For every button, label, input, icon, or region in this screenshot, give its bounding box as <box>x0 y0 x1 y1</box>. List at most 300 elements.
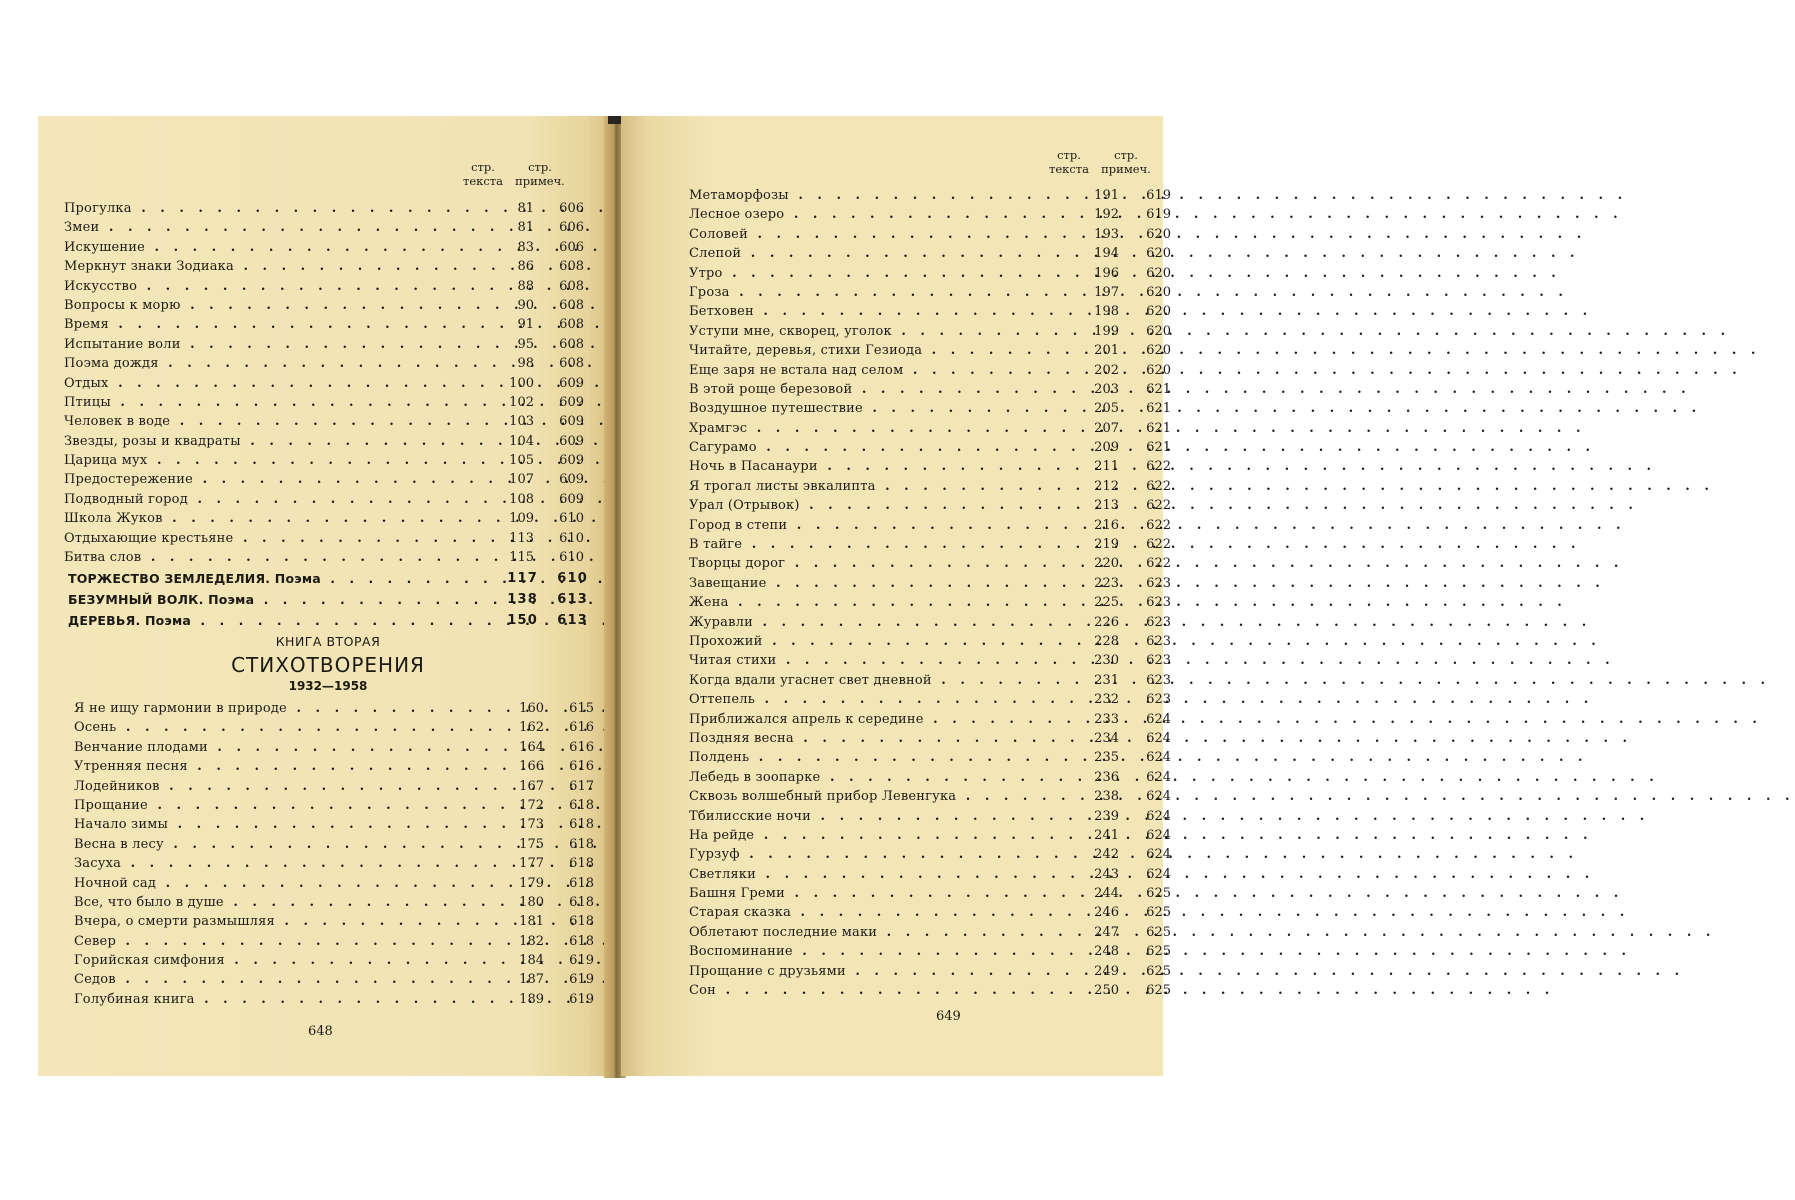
toc-entry-text-page: 103 <box>509 414 534 430</box>
header-line: стр. <box>1114 148 1138 162</box>
toc-entry-text-page: 201 <box>1094 343 1119 359</box>
toc-entry <box>689 536 1169 555</box>
toc-entry-text-page: 223 <box>1094 575 1119 591</box>
toc-entry-notes-page: 618 <box>569 933 594 949</box>
toc-entry-title: Оттепель . . . <box>689 692 1089 707</box>
toc-entry-title: Венчание плодами . . . <box>74 740 484 755</box>
toc-entry-text-page: 113 <box>509 530 534 546</box>
toc-entry <box>689 206 1169 225</box>
toc-entry-title: Старая сказка . . . <box>689 905 1089 920</box>
section-heading: СТИХОТВОРЕНИЯ <box>231 653 425 677</box>
toc-entry-title: Приближался апрель к середине . . . <box>689 712 1089 727</box>
toc-entry-text-page: 102 <box>509 394 534 410</box>
toc-entry <box>689 265 1169 284</box>
toc-entry <box>74 933 604 952</box>
toc-entry-text-page: 248 <box>1094 944 1119 960</box>
toc-entry-title: Соловей . . . <box>689 227 1089 242</box>
toc-entry <box>689 303 1169 322</box>
toc-entry-notes-page: 618 <box>569 914 594 930</box>
toc-entry-text-page: 219 <box>1094 537 1119 553</box>
toc-entry <box>74 816 604 835</box>
toc-entry <box>689 846 1169 865</box>
toc-entry-text-page: 203 <box>1094 381 1119 397</box>
toc-entry-notes-page: 610 <box>557 571 588 586</box>
toc-entry <box>689 672 1169 691</box>
right-col-header-text-page <box>1041 148 1097 176</box>
toc-entry-notes-page: 623 <box>1146 614 1171 630</box>
toc-entry-notes-page: 606 <box>559 239 584 255</box>
toc-entry-title: Горийская симфония . . . <box>74 953 484 968</box>
toc-entry-notes-page: 618 <box>569 875 594 891</box>
toc-entry-text-page: 235 <box>1094 750 1119 766</box>
toc-entry-notes-page: 608 <box>559 317 584 333</box>
toc-entry-text-page: 239 <box>1094 808 1119 824</box>
toc-entry-title: Седов . . . <box>74 972 484 987</box>
toc-entry-notes-page: 610 <box>559 550 584 566</box>
toc-entry-notes-page: 606 <box>559 220 584 236</box>
toc-entry-text-page: 187 <box>519 972 544 988</box>
toc-list-part-2 <box>74 700 604 1010</box>
toc-entry-title: Утро . . . <box>689 266 1089 281</box>
toc-entry-title: Сон . . . <box>689 983 1089 998</box>
book-spread <box>38 116 1171 1078</box>
toc-entry <box>64 200 604 219</box>
toc-entry <box>689 400 1169 419</box>
toc-entry-notes-page: 619 <box>1146 188 1171 203</box>
toc-entry-text-page: 98 <box>517 356 534 372</box>
toc-entry <box>689 362 1169 381</box>
toc-entry-notes-page: 608 <box>559 259 584 275</box>
toc-entry-notes-page: 618 <box>569 836 594 852</box>
toc-entry-title: Начало зимы . . . <box>74 817 484 832</box>
toc-entry-notes-page: 616 <box>569 739 594 755</box>
toc-entry <box>689 323 1169 342</box>
toc-entry-notes-page: 620 <box>1146 343 1171 359</box>
toc-entry <box>74 739 604 758</box>
toc-entry-notes-page: 620 <box>1146 362 1171 378</box>
toc-entry-notes-page: 623 <box>1146 653 1171 669</box>
toc-entry <box>689 614 1169 633</box>
toc-entry-text-page: 179 <box>519 875 544 891</box>
toc-entry-notes-page: 624 <box>1146 730 1171 746</box>
header-line: стр. <box>1057 148 1081 162</box>
toc-entry-notes-page: 608 <box>559 278 584 294</box>
toc-entry-notes-page: 609 <box>559 453 584 469</box>
toc-entry-title: Тбилисские ночи . . . <box>689 809 1089 824</box>
toc-entry-title: ДЕРЕВЬЯ. Поэма . . . <box>68 613 478 628</box>
toc-entry-notes-page: 622 <box>1146 459 1171 475</box>
toc-entry-notes-page: 608 <box>559 336 584 352</box>
toc-entry-title: Жена . . . <box>689 595 1089 610</box>
toc-entry <box>689 594 1169 613</box>
toc-entry <box>689 788 1169 807</box>
toc-entry-notes-page: 624 <box>1146 711 1171 727</box>
toc-entry-notes-page: 621 <box>1146 420 1171 436</box>
left-page <box>38 116 610 1076</box>
toc-entry-text-page: 247 <box>1094 924 1119 940</box>
page-number-left: 648 <box>308 1024 333 1039</box>
toc-entry-title: ТОРЖЕСТВО ЗЕМЛЕДЕЛИЯ. Поэма . . . <box>68 571 478 586</box>
toc-entry-text-page: 225 <box>1094 595 1119 611</box>
toc-entry <box>689 478 1169 497</box>
header-line: стр. <box>528 160 552 174</box>
toc-entry-title: Меркнут знаки Зодиака . . . <box>64 259 474 274</box>
toc-entry-title: Испытание воли . . . <box>64 337 474 352</box>
toc-entry-text-page: 166 <box>519 759 544 775</box>
toc-entry <box>689 769 1169 788</box>
toc-entry-title: Искусство . . . <box>64 279 474 294</box>
toc-entry-notes-page: 622 <box>1146 556 1171 572</box>
toc-entry <box>689 555 1169 574</box>
toc-entry-title: Вчера, о смерти размышляя . . . <box>74 914 484 929</box>
toc-entry-title: Лесное озеро . . . <box>689 207 1089 222</box>
toc-entry-notes-page: 616 <box>569 720 594 736</box>
toc-entry-text-page: 216 <box>1094 517 1119 533</box>
toc-entry <box>74 875 604 894</box>
toc-entry-notes-page: 613 <box>557 613 588 628</box>
toc-entry-title: Змеи . . . <box>64 220 474 235</box>
toc-entry-title: Облетают последние маки . . . <box>689 925 1089 940</box>
toc-entry-title: Воздушное путешествие . . . <box>689 401 1089 416</box>
toc-entry-title: Школа Жуков . . . <box>64 511 474 526</box>
toc-entry-notes-page: 619 <box>569 991 594 1007</box>
right-col-header-notes-page <box>1095 148 1157 176</box>
toc-entry <box>64 316 604 335</box>
toc-entry-title: Бетховен . . . <box>689 304 1089 319</box>
toc-entry <box>689 381 1169 400</box>
toc-entry-notes-page: 608 <box>559 356 584 372</box>
toc-entry <box>689 827 1169 846</box>
toc-entry-notes-page: 620 <box>1146 246 1171 262</box>
toc-entry-text-page: 189 <box>519 991 544 1007</box>
toc-entry <box>689 711 1169 730</box>
toc-entry-title: Еще заря не встала над селом . . . <box>689 363 1089 378</box>
toc-entry-notes-page: 618 <box>569 894 594 910</box>
toc-entry-title: В тайге . . . <box>689 537 1089 552</box>
toc-entry-notes-page: 609 <box>559 375 584 391</box>
toc-entry-notes-page: 624 <box>1146 750 1171 766</box>
toc-entry-text-page: 108 <box>509 491 534 507</box>
toc-entry <box>689 575 1169 594</box>
toc-entry <box>689 652 1169 671</box>
toc-entry-text-page: 107 <box>509 472 534 488</box>
toc-entry-notes-page: 618 <box>569 817 594 833</box>
toc-entry-notes-page: 613 <box>557 592 588 607</box>
toc-entry <box>64 394 604 413</box>
toc-entry-text-page: 138 <box>507 592 538 607</box>
toc-entry-notes-page: 623 <box>1146 595 1171 611</box>
toc-entry-title: Гурзуф . . . <box>689 847 1089 862</box>
toc-entry <box>689 342 1169 361</box>
toc-entry <box>64 239 604 258</box>
toc-entry-notes-page: 620 <box>1146 284 1171 300</box>
toc-entry <box>689 749 1169 768</box>
toc-entry <box>64 258 604 277</box>
toc-entry-title: Воспоминание . . . <box>689 944 1089 959</box>
toc-entry-notes-page: 622 <box>1146 498 1171 514</box>
toc-entry-text-page: 244 <box>1094 886 1119 902</box>
header-line: текста <box>462 174 503 188</box>
toc-entry-title: Прощание с друзьями . . . <box>689 964 1089 979</box>
toc-entry <box>74 700 604 719</box>
toc-entry-text-page: 177 <box>519 856 544 872</box>
toc-entry-title: Поэма дождя . . . <box>64 356 474 371</box>
toc-entry-text-page: 88 <box>517 278 534 294</box>
toc-entry-notes-page: 619 <box>1146 207 1171 223</box>
toc-entry-title: Отдыхающие крестьяне . . . <box>64 531 474 546</box>
toc-entry-title: Прохожий . . . <box>689 634 1089 649</box>
toc-entry-text-page: 249 <box>1094 963 1119 979</box>
toc-entry <box>64 413 604 432</box>
toc-entry <box>689 730 1169 749</box>
toc-entry <box>689 943 1169 962</box>
toc-entry <box>64 452 604 471</box>
toc-entry-text-page: 242 <box>1094 847 1119 863</box>
toc-entry-title: Светляки . . . <box>689 867 1089 882</box>
toc-entry <box>64 549 604 568</box>
toc-entry-notes-page: 616 <box>569 759 594 775</box>
toc-entry-text-page: 175 <box>519 836 544 852</box>
toc-entry-notes-page: 620 <box>1146 304 1171 320</box>
toc-entry-text-page: 180 <box>519 894 544 910</box>
toc-entry-title: Когда вдали угаснет свет дневной . . . <box>689 673 1089 688</box>
toc-entry-notes-page: 618 <box>569 856 594 872</box>
toc-entry-text-page: 86 <box>517 259 534 275</box>
toc-entry-text-page: 197 <box>1094 284 1119 300</box>
toc-entry-title: Лодейников . . . <box>74 779 484 794</box>
toc-entry <box>689 226 1169 245</box>
toc-entry-text-page: 81 <box>517 201 534 216</box>
toc-entry-title: Урал (Отрывок) . . . <box>689 498 1089 513</box>
toc-entry-notes-page: 623 <box>1146 633 1171 649</box>
toc-entry <box>68 612 608 633</box>
toc-entry-title: Уступи мне, скворец, уголок . . . <box>689 324 1089 339</box>
toc-entry-text-page: 232 <box>1094 692 1119 708</box>
toc-entry-title: Прощание . . . <box>74 798 484 813</box>
toc-entry <box>64 355 604 374</box>
toc-entry-text-page: 213 <box>1094 498 1119 514</box>
toc-entry-notes-page: 622 <box>1146 537 1171 553</box>
toc-entry <box>689 866 1169 885</box>
toc-entry <box>689 808 1169 827</box>
toc-list-poems <box>68 570 608 633</box>
toc-entry-notes-page: 624 <box>1146 769 1171 785</box>
toc-entry-notes-page: 625 <box>1146 905 1171 921</box>
toc-entry-notes-page: 621 <box>1146 381 1171 397</box>
toc-entry-text-page: 250 <box>1094 983 1119 999</box>
toc-entry-text-page: 117 <box>507 571 538 586</box>
toc-entry <box>74 797 604 816</box>
toc-entry-title: Я не ищу гармонии в природе . . . <box>74 701 484 716</box>
toc-entry-title: Город в степи . . . <box>689 518 1089 533</box>
toc-entry-title: Сквозь волшебный прибор Левенгука . . . <box>689 789 1089 804</box>
toc-entry-title: Птицы . . . <box>64 395 474 410</box>
toc-entry-text-page: 220 <box>1094 556 1119 572</box>
toc-entry-text-page: 194 <box>1094 246 1119 262</box>
page-number-right: 649 <box>936 1009 961 1024</box>
toc-entry-notes-page: 622 <box>1146 517 1171 533</box>
toc-entry <box>689 284 1169 303</box>
toc-entry-notes-page: 624 <box>1146 847 1171 863</box>
toc-entry-text-page: 238 <box>1094 789 1119 805</box>
toc-entry-notes-page: 618 <box>569 797 594 813</box>
toc-entry-text-page: 167 <box>519 778 544 794</box>
toc-entry-notes-page: 609 <box>559 491 584 507</box>
toc-entry-title: Читайте, деревья, стихи Гезиода . . . <box>689 343 1089 358</box>
toc-entry-text-page: 184 <box>519 953 544 969</box>
toc-entry-notes-page: 609 <box>559 472 584 488</box>
toc-entry-text-page: 162 <box>519 720 544 736</box>
toc-entry <box>689 517 1169 536</box>
toc-entry-title: БЕЗУМНЫЙ ВОЛК. Поэма . . . <box>68 592 478 607</box>
toc-entry <box>689 187 1169 206</box>
toc-entry-title: Сагурамо . . . <box>689 440 1089 455</box>
toc-entry <box>689 497 1169 516</box>
toc-entry <box>689 458 1169 477</box>
toc-entry <box>64 336 604 355</box>
years-range: 1932—1958 <box>288 679 368 693</box>
toc-entry-text-page: 192 <box>1094 207 1119 223</box>
toc-entry-text-page: 115 <box>509 550 534 566</box>
toc-entry-notes-page: 620 <box>1146 265 1171 281</box>
toc-entry <box>74 971 604 990</box>
toc-entry <box>64 491 604 510</box>
toc-entry <box>689 982 1169 1001</box>
header-line: текста <box>1048 162 1089 176</box>
toc-entry-text-page: 105 <box>509 453 534 469</box>
toc-entry <box>689 420 1169 439</box>
toc-entry-title: На рейде . . . <box>689 828 1089 843</box>
toc-entry-text-page: 104 <box>509 433 534 449</box>
toc-entry-text-page: 150 <box>507 613 538 628</box>
header-line: стр. <box>471 160 495 174</box>
toc-entry-title: Весна в лесу . . . <box>74 837 484 852</box>
toc-entry-notes-page: 625 <box>1146 983 1171 999</box>
toc-entry <box>74 991 604 1010</box>
toc-entry-notes-page: 610 <box>559 530 584 546</box>
toc-entry-notes-page: 609 <box>559 414 584 430</box>
toc-entry-title: В этой роще березовой . . . <box>689 382 1089 397</box>
toc-entry <box>74 778 604 797</box>
toc-entry-text-page: 231 <box>1094 672 1119 688</box>
toc-entry-title: Битва слов . . . <box>64 550 474 565</box>
toc-entry <box>68 591 608 612</box>
toc-entry-notes-page: 625 <box>1146 924 1171 940</box>
toc-entry-title: Завещание . . . <box>689 576 1089 591</box>
toc-entry-notes-page: 625 <box>1146 886 1171 902</box>
toc-entry-notes-page: 622 <box>1146 478 1171 494</box>
toc-entry-title: Поздняя весна . . . <box>689 731 1089 746</box>
toc-entry-text-page: 207 <box>1094 420 1119 436</box>
toc-entry-text-page: 81 <box>517 220 534 236</box>
toc-entry <box>689 924 1169 943</box>
toc-entry-title: Читая стихи . . . <box>689 653 1089 668</box>
toc-entry-text-page: 182 <box>519 933 544 949</box>
book-spine <box>608 116 622 124</box>
toc-entry-text-page: 100 <box>509 375 534 391</box>
toc-entry-notes-page: 609 <box>559 394 584 410</box>
book-heading: КНИГА ВТОРАЯ <box>275 634 381 649</box>
header-line: примеч. <box>515 174 565 188</box>
toc-entry-text-page: 205 <box>1094 401 1119 417</box>
toc-list-part-1 <box>64 200 604 568</box>
toc-entry-text-page: 230 <box>1094 653 1119 669</box>
toc-entry-text-page: 246 <box>1094 905 1119 921</box>
toc-entry-notes-page: 620 <box>1146 323 1171 339</box>
toc-entry-title: Журавли . . . <box>689 615 1089 630</box>
toc-entry-title: Храмгэс . . . <box>689 421 1089 436</box>
toc-entry-text-page: 199 <box>1094 323 1119 339</box>
toc-entry-text-page: 109 <box>509 511 534 527</box>
toc-entry <box>689 904 1169 923</box>
toc-entry-text-page: 202 <box>1094 362 1119 378</box>
toc-entry-notes-page: 624 <box>1146 827 1171 843</box>
toc-entry-title: Все, что было в душе . . . <box>74 895 484 910</box>
toc-entry-text-page: 191 <box>1094 188 1119 203</box>
toc-entry-title: Подводный город . . . <box>64 492 474 507</box>
toc-entry-notes-page: 623 <box>1146 692 1171 708</box>
toc-entry-title: Полдень . . . <box>689 750 1089 765</box>
toc-entry-text-page: 181 <box>519 914 544 930</box>
toc-entry-notes-page: 619 <box>569 972 594 988</box>
toc-entry-notes-page: 624 <box>1146 789 1171 805</box>
toc-entry-notes-page: 608 <box>559 297 584 313</box>
toc-entry <box>68 570 608 591</box>
toc-entry <box>64 471 604 490</box>
toc-entry <box>74 855 604 874</box>
toc-entry-notes-page: 615 <box>569 701 594 716</box>
toc-entry-text-page: 173 <box>519 817 544 833</box>
toc-entry-notes-page: 620 <box>1146 226 1171 242</box>
toc-entry-title: Север . . . <box>74 934 484 949</box>
toc-entry-text-page: 212 <box>1094 478 1119 494</box>
toc-entry <box>689 245 1169 264</box>
toc-entry-text-page: 241 <box>1094 827 1119 843</box>
toc-entry-text-page: 90 <box>517 297 534 313</box>
left-col-header-notes-page <box>512 160 568 188</box>
left-col-header-text-page <box>456 160 510 188</box>
toc-entry-title: Я трогал листы эвкалипта . . . <box>689 479 1089 494</box>
toc-list-right <box>689 187 1169 1001</box>
toc-entry-title: Прогулка . . . <box>64 201 474 216</box>
toc-entry-text-page: 164 <box>519 739 544 755</box>
toc-entry <box>64 375 604 394</box>
toc-entry-text-page: 160 <box>519 701 544 716</box>
toc-entry-title: Творцы дорог . . . <box>689 556 1089 571</box>
toc-entry-title: Ночь в Пасанаури . . . <box>689 459 1089 474</box>
toc-entry-title: Царица мух . . . <box>64 453 474 468</box>
toc-entry <box>64 530 604 549</box>
toc-entry-title: Вопросы к морю . . . <box>64 298 474 313</box>
toc-entry <box>689 633 1169 652</box>
toc-entry-title: Башня Греми . . . <box>689 886 1089 901</box>
toc-entry-text-page: 236 <box>1094 769 1119 785</box>
toc-entry-title: Осень . . . <box>74 720 484 735</box>
toc-entry-notes-page: 606 <box>559 201 584 216</box>
toc-entry <box>74 913 604 932</box>
toc-entry <box>64 297 604 316</box>
right-page <box>621 116 1171 1076</box>
toc-entry-text-page: 209 <box>1094 440 1119 456</box>
toc-entry-notes-page: 610 <box>559 511 584 527</box>
toc-entry-title: Искушение . . . <box>64 240 474 255</box>
toc-entry-title: Отдых . . . <box>64 376 474 391</box>
toc-entry-text-page: 95 <box>517 336 534 352</box>
toc-entry-title: Время . . . <box>64 317 474 332</box>
toc-entry-title: Предостережение . . . <box>64 472 474 487</box>
toc-entry-text-page: 198 <box>1094 304 1119 320</box>
toc-entry <box>689 691 1169 710</box>
